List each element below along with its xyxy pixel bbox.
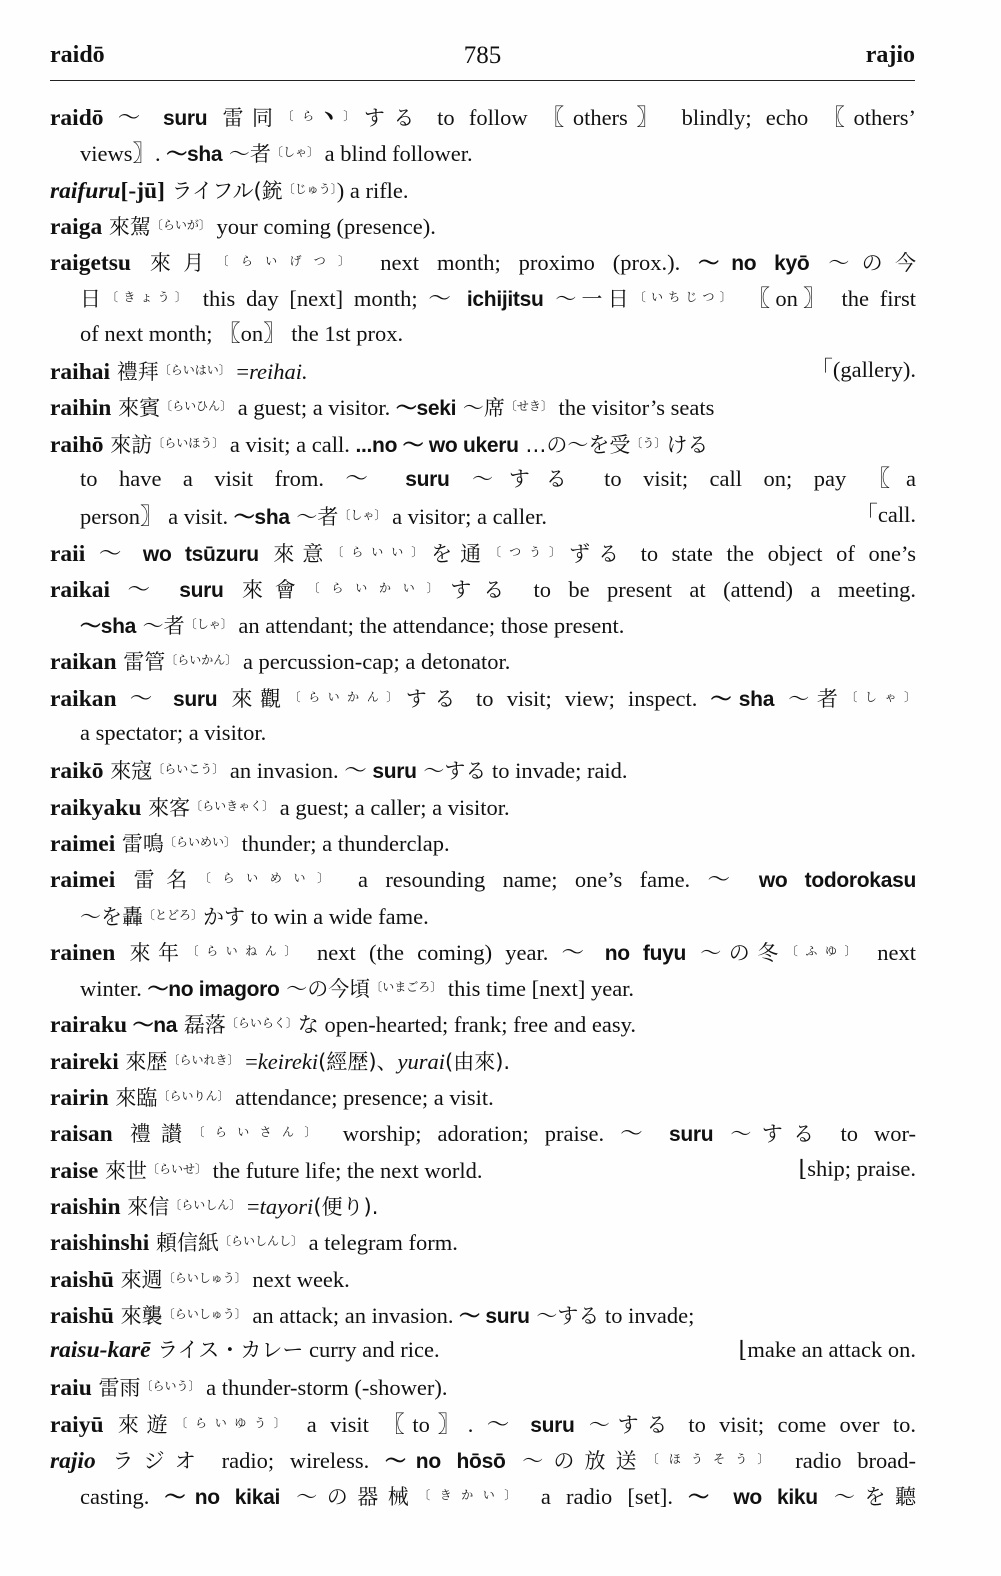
reading: 〔いまごろ〕: [370, 980, 443, 995]
kanji: ライス・カレー: [150, 1338, 304, 1363]
reading: 〔らいが〕: [150, 217, 211, 232]
reading: 〔らいはい〕: [158, 363, 231, 378]
reading: 〔つう〕: [489, 544, 570, 559]
kanji: 日: [80, 287, 107, 312]
kanji: ～を聽: [817, 1485, 916, 1510]
cross-reference: tayori: [259, 1193, 314, 1219]
phrase: ～ suru: [459, 1304, 530, 1328]
entry-line: [50, 1260, 916, 1296]
kanji: ～する: [529, 1303, 600, 1328]
definition-text: next month; proximo (prox.).: [362, 250, 699, 276]
entry-line: [50, 642, 916, 678]
reading: 〔らいきゃく〕: [190, 798, 275, 813]
reading: 〔ふゆ〕: [785, 943, 865, 958]
reading: 〔らいりん〕: [157, 1089, 230, 1104]
reading: 〔らいせ〕: [146, 1161, 207, 1176]
entry-line: [50, 860, 916, 896]
kanji: 來賓: [111, 396, 161, 421]
page-number: 785: [463, 42, 502, 69]
definition-text: to visit; call on; pay 〖a: [582, 465, 916, 491]
reading: 〔らいしゅう〕: [162, 1270, 247, 1285]
phrase: ...no ～ wo ukeru: [355, 433, 519, 457]
entry-line: [50, 1005, 916, 1041]
entry-line: [50, 207, 916, 243]
kanji: ラジオ: [95, 1448, 206, 1473]
entry-continuation-line: [50, 897, 916, 933]
phrase: ～seki: [395, 397, 457, 421]
kanji: かす: [203, 904, 246, 929]
reading: 〔らいい〕: [331, 544, 432, 559]
definition-text: ～: [110, 576, 180, 602]
entry-line: [50, 1405, 916, 1441]
headword: rairin: [50, 1085, 109, 1112]
definition-text: to state the object of one’s: [626, 540, 916, 566]
kanji: 來歴: [118, 1049, 168, 1074]
reading: 〔とどろ〕: [143, 907, 204, 922]
headword: raihai: [50, 359, 111, 386]
headword: raiga: [50, 213, 103, 240]
kanji: (由來).: [445, 1049, 511, 1074]
headword: rairaku: [50, 1012, 128, 1039]
kanji: ～者: [289, 505, 339, 530]
reading: 〔ほうそう〕: [646, 1451, 780, 1466]
phrase: ～sha: [233, 506, 290, 530]
reading: 〔しゃ〕: [270, 145, 319, 160]
cross-reference: yurai: [397, 1048, 446, 1074]
kanji: 雷名: [115, 868, 199, 893]
kanji: 雷管: [116, 650, 166, 675]
kanji: 禮讃: [112, 1122, 193, 1147]
reading: 〔いちじつ〕: [633, 290, 737, 305]
entry-line: [50, 98, 916, 134]
entry-line: [50, 679, 916, 715]
definition-text: ) a rifle.: [336, 177, 409, 203]
definition-text: next week.: [246, 1266, 350, 1292]
definition-text: radio broad-: [779, 1447, 916, 1473]
kanji: 來世: [98, 1158, 147, 1183]
definition-text: this time [next] year.: [442, 976, 635, 1002]
entry-line: [50, 1151, 916, 1187]
kanji: 來意: [258, 541, 332, 566]
entry-line: [50, 1296, 916, 1332]
entry-continuation-line: [50, 461, 916, 497]
headword: raiu: [50, 1375, 92, 1402]
kanji: する: [450, 577, 517, 602]
reading: 〔きょう〕: [106, 290, 192, 305]
definition-text: person〗 a visit.: [80, 504, 234, 530]
kanji: ～者: [136, 614, 185, 639]
headword: raidō: [50, 105, 104, 131]
entry-continuation-line: [50, 316, 916, 352]
entry-line: [50, 1078, 916, 1114]
definition-text: casting.: [80, 1484, 165, 1510]
definition-text: a visit 〖to〗. ～: [293, 1411, 531, 1437]
reading: 〔しゃ〕: [184, 617, 233, 632]
headword: raise: [50, 1157, 99, 1184]
phrase: suru: [668, 1123, 714, 1147]
kanji: 來週: [114, 1267, 163, 1292]
phrase: wo tsūzuru: [142, 542, 259, 566]
kanji: を通: [431, 541, 490, 566]
kanji: 來寇: [103, 759, 153, 784]
headword: raimei: [50, 830, 116, 857]
kanji: 來信: [120, 1194, 170, 1219]
definition-text: a resounding name; one’s fame. ～: [340, 867, 759, 893]
kanji: 雷雨: [91, 1376, 141, 1401]
kanji: (便り).: [313, 1194, 379, 1219]
definition-text: =: [230, 359, 250, 385]
definition-text: of next month; 〖on〗 the 1st prox.: [80, 320, 404, 346]
reading: 〔らいしゅう〕: [162, 1306, 247, 1321]
definition-text: to visit; view; inspect.: [462, 685, 711, 711]
kanji: 禮拜: [110, 360, 159, 385]
headword: [-jū]: [120, 177, 165, 204]
reading: 〔らいゆう〕: [175, 1415, 294, 1430]
definition-text: ～: [116, 685, 173, 711]
kanji: ～の冬: [686, 940, 786, 965]
entry-line: [50, 824, 916, 860]
headword: raikai: [50, 576, 111, 603]
definition-text: open-hearted; frank; free and easy.: [318, 1012, 637, 1038]
definition-text: to visit; come over to.: [675, 1411, 916, 1437]
entry-line: [50, 352, 916, 388]
kanji: 雷鳴: [115, 831, 164, 856]
definition-text: to invade;: [599, 1302, 695, 1328]
entry-continuation-line: [50, 969, 916, 1005]
entry-line: [50, 425, 916, 461]
definition-text: a blind follower.: [318, 141, 473, 167]
headword: raisu-karē: [50, 1337, 151, 1364]
definition-text: curry and rice.: [303, 1337, 440, 1363]
kanji: 來駕: [102, 214, 151, 239]
definition-text: a visit; a call.: [224, 431, 356, 457]
kanji: 來年: [115, 940, 187, 965]
reading: 〔らいほう〕: [152, 435, 225, 450]
reading: 〔らいめい〕: [198, 871, 341, 886]
kanji: する: [363, 106, 423, 130]
phrase: ～no kyō: [698, 252, 810, 276]
kanji: ～の今頃: [279, 977, 371, 1002]
headword: raimei: [50, 867, 116, 894]
kanji: ライフル(銃: [164, 178, 283, 203]
headword: raishin: [50, 1193, 121, 1220]
entry-continuation-line: [50, 279, 916, 315]
kanji: ～の放送: [505, 1448, 647, 1473]
kanji: 來訪: [103, 432, 153, 457]
definition-text: to win a wide fame.: [245, 903, 429, 929]
definition-text: to wor-: [824, 1121, 916, 1147]
headword: raii: [50, 540, 86, 567]
reading: 〔らいひん〕: [160, 399, 233, 414]
reading: 〔しゃ〕: [338, 508, 387, 523]
reading: 〔らいこう〕: [152, 762, 225, 777]
headword: rainen: [50, 939, 116, 966]
kanji: ける: [666, 432, 709, 457]
kanji: ～者: [222, 142, 271, 167]
definition-text: to be present at (attend) a meeting.: [516, 576, 916, 602]
definition-text: this day [next] month; ～: [192, 286, 467, 312]
phrase: ～no imagoro: [147, 978, 280, 1002]
kanji: 雷同: [207, 106, 282, 130]
entry-line: [50, 570, 916, 606]
entry-line: [50, 388, 916, 424]
entry-continuation-line: [50, 134, 916, 170]
definition-text: radio; wireless.: [205, 1447, 385, 1473]
entry-line: [50, 243, 916, 279]
reading: 〔ら﹅〕: [281, 109, 364, 123]
phrase: suru: [405, 467, 450, 491]
entry-continuation-line: [50, 1477, 916, 1513]
definition-text: a visitor; a caller.: [386, 504, 548, 530]
entry-continuation-line: [50, 715, 916, 751]
definition-text: an attendant; the attendance; those present.: [232, 613, 625, 639]
phrase: ～no hōsō: [384, 1449, 506, 1473]
definition-text: next (the coming) year. ～: [303, 939, 605, 965]
phrase: suru: [372, 760, 417, 784]
kanji: ～一日: [543, 287, 634, 312]
entry-line: [50, 1332, 916, 1368]
phrase: suru: [162, 107, 208, 130]
headword: raiyū: [50, 1411, 104, 1438]
definition-text: 〖on〗 the first: [736, 286, 916, 312]
phrase: ～na: [127, 1014, 178, 1038]
header-first-headword: raidō: [50, 42, 105, 68]
kanji: (經歴)、: [318, 1049, 398, 1074]
headword: raireki: [50, 1048, 119, 1075]
definition-text: a guest; a visitor.: [232, 395, 396, 421]
runover-text: ⌊ship; praise.: [798, 1155, 916, 1181]
reading: 〔らいめい〕: [163, 834, 236, 849]
phrase: suru: [172, 687, 218, 711]
entry-line: [50, 1441, 916, 1477]
headword: raishū: [50, 1302, 114, 1329]
cross-reference: reihai.: [249, 359, 308, 385]
phrase: ～no kikai: [164, 1486, 281, 1510]
definition-text: winter.: [80, 976, 148, 1002]
definition-text: your coming (presence).: [210, 213, 436, 239]
definition-text: next: [864, 939, 916, 965]
kanji: ～の今: [809, 251, 916, 276]
definition-text: to invade; raid.: [486, 758, 628, 784]
headword: raikyaku: [50, 794, 142, 821]
runover-text: 「call.: [855, 502, 916, 528]
kanji: 來襲: [114, 1303, 163, 1328]
reading: 〔う〕: [630, 435, 667, 450]
kanji: 頼信紙: [149, 1231, 219, 1256]
reading: 〔らいらく〕: [225, 1016, 298, 1031]
headword: raisan: [50, 1121, 113, 1148]
kanji: 來客: [141, 795, 191, 820]
reading: 〔らいげつ〕: [216, 254, 363, 269]
kanji: ～する: [449, 466, 583, 491]
headword: raikan: [50, 685, 117, 712]
reading: 〔らいしんし〕: [218, 1234, 303, 1249]
cross-reference: keireki: [257, 1048, 319, 1074]
entry-line: [50, 1187, 916, 1223]
reading: 〔きかい〕: [418, 1488, 526, 1503]
reading: 〔らいかい〕: [307, 580, 451, 595]
reading: 〔らいさん〕: [192, 1125, 327, 1140]
definition-text: =: [241, 1193, 260, 1219]
entry-continuation-line: [50, 606, 916, 642]
definition-text: =: [239, 1048, 258, 1074]
runover-text: ⌊make an attack on.: [738, 1337, 916, 1363]
page-header: [50, 40, 915, 81]
headword: raikō: [50, 758, 104, 785]
definition-text: a percussion-cap; a detonator.: [237, 649, 511, 675]
phrase: ichijitsu: [466, 288, 544, 312]
kanji: 來月: [130, 251, 217, 276]
headword: raigetsu: [50, 250, 131, 277]
phrase: suru: [530, 1413, 575, 1437]
reading: 〔じゅう〕: [282, 181, 337, 196]
headword: rajio: [50, 1447, 96, 1474]
definition-text: an attack; an invasion.: [246, 1302, 460, 1328]
reading: 〔らいかん〕: [165, 653, 238, 668]
kanji: ～する: [416, 759, 487, 784]
definition-text: to follow 〖others〗 blindly; echo 〖others’: [422, 105, 916, 130]
runover-text: 「(gallery).: [810, 357, 916, 383]
definition-text: ～: [85, 540, 143, 566]
definition-text: a radio [set].: [525, 1484, 689, 1510]
reading: 〔らいう〕: [140, 1379, 201, 1394]
entry-list: [50, 98, 916, 1514]
definition-text: worship; adoration; praise. ～: [326, 1121, 669, 1147]
kanji: …の～を受: [518, 432, 631, 457]
phrase: ～sha: [710, 687, 775, 711]
phrase: ～sha: [80, 615, 136, 639]
phrase: no fuyu: [604, 941, 687, 965]
headword: raikan: [50, 649, 117, 676]
reading: 〔せき〕: [504, 399, 553, 414]
definition-text: an invasion. ～: [224, 758, 373, 784]
definition-text: to have a visit from. ～: [80, 465, 406, 491]
reading: 〔らいかん〕: [288, 689, 406, 704]
definition-text: attendance; presence; a visit.: [229, 1085, 494, 1111]
kanji: ～を轟: [80, 904, 143, 929]
header-last-headword: rajio: [865, 42, 915, 68]
phrase: ～ wo kiku: [688, 1486, 818, 1510]
kanji: 來觀: [217, 686, 289, 711]
headword: raihō: [50, 431, 104, 458]
entry-line: [50, 1223, 916, 1259]
kanji: 來會: [223, 577, 308, 602]
headword: raishinshi: [50, 1230, 150, 1257]
entry-line: [50, 751, 916, 787]
definition-text: thunder; a thunderclap.: [235, 830, 450, 856]
kanji: する: [405, 686, 463, 711]
kanji: 來臨: [108, 1086, 158, 1111]
kanji: 磊落: [177, 1013, 226, 1038]
definition-text: a telegram form.: [302, 1230, 458, 1256]
kanji: 來遊: [103, 1412, 176, 1437]
entry-line: [50, 1042, 916, 1078]
headword: raifuru: [50, 177, 121, 204]
headword: raihin: [50, 395, 112, 422]
kanji: ずる: [569, 541, 627, 566]
headword: raishū: [50, 1266, 114, 1293]
reading: 〔らいねん〕: [186, 943, 304, 958]
kanji: ～する: [574, 1412, 676, 1437]
reading: 〔らいしん〕: [169, 1197, 242, 1212]
entry-continuation-line: [50, 497, 916, 533]
entry-line: [50, 534, 916, 570]
kanji: ～する: [713, 1122, 825, 1147]
definition-text: the future life; the next world.: [207, 1157, 483, 1183]
entry-line: [50, 1114, 916, 1150]
entry-line: [50, 1368, 916, 1404]
phrase: ～sha: [166, 143, 223, 167]
kanji: ～の器械: [280, 1485, 419, 1510]
definition-text: the visitor’s seats: [552, 395, 715, 421]
definition-text: views〗.: [80, 141, 167, 167]
reading: 〔しゃ〕: [845, 689, 916, 704]
entry-line: [50, 933, 916, 969]
kanji: ～者: [774, 686, 846, 711]
kanji: な: [297, 1013, 319, 1038]
entry-line: [50, 788, 916, 824]
phrase: wo todorokasu: [758, 869, 916, 893]
definition-text: a guest; a caller; a visitor.: [274, 794, 510, 820]
reading: 〔らいれき〕: [167, 1052, 240, 1067]
definition-text: a thunder-storm (-shower).: [200, 1375, 448, 1401]
kanji: ～席: [456, 396, 505, 421]
entry-line: [50, 171, 916, 207]
phrase: suru: [179, 578, 224, 602]
definition-text: a spectator; a visitor.: [80, 720, 267, 746]
definition-text: ～: [103, 105, 163, 130]
